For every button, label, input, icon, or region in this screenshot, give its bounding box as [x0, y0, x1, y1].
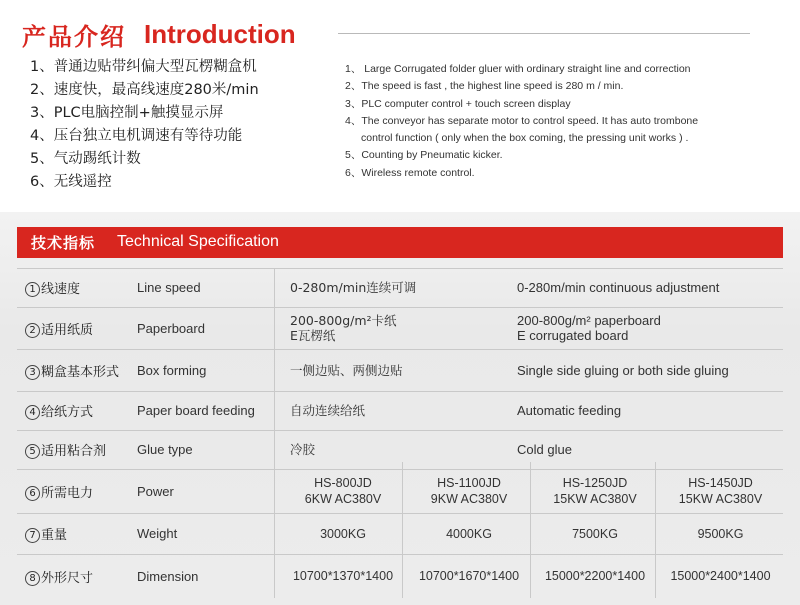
spec-table — [17, 268, 783, 598]
table-column-divider — [402, 462, 403, 598]
row-label-cn-text: 外形尺寸 — [41, 570, 94, 586]
circled-number: 6 — [25, 486, 40, 501]
weight-value: 7500KG — [572, 526, 618, 541]
row-value-line: E corrugated board — [517, 328, 629, 343]
row-label-cn-text: 适用粘合剂 — [41, 444, 107, 459]
row-label-cn — [25, 278, 137, 297]
model-name: HS-1450JD — [688, 476, 753, 490]
intro-heading — [22, 14, 296, 54]
intro-list-cn — [30, 56, 340, 194]
row-label-en: Line speed — [137, 280, 201, 295]
spec-row-line-speed — [17, 268, 783, 307]
table-rule — [17, 554, 783, 555]
spec-row-feeding — [17, 391, 783, 430]
circled-number: 8 — [25, 571, 40, 586]
row-value-en: Single side gluing or both side gluing — [517, 362, 729, 378]
dimension-value: 15000*2400*1400 — [670, 569, 771, 583]
intro-item-cn: 3、PLC电脑控制+触摸显示屏 — [30, 105, 224, 121]
table-rule — [17, 268, 783, 269]
model-name: HS-1100JD — [437, 476, 501, 490]
row-value-cn: 一侧边贴、两侧边贴 — [290, 362, 403, 378]
row-label-en: Box forming — [137, 362, 207, 378]
row-label-cn-text: 所需电力 — [41, 485, 94, 501]
row-value-line: E瓦楞纸 — [290, 328, 336, 343]
row-label-cn — [25, 401, 137, 420]
row-value-line: 200-800g/m²卡纸 — [290, 313, 397, 328]
intro-divider — [338, 33, 750, 34]
intro-title-cn: 产品介绍 — [22, 22, 126, 51]
model-power: 9KW AC380V — [430, 492, 508, 506]
row-value-en: Automatic feeding — [517, 403, 622, 418]
row-value-cn: 0-280m/min连续可调 — [290, 280, 417, 295]
circled-number: 7 — [25, 528, 40, 543]
row-value-cn — [290, 313, 500, 343]
table-rule — [17, 349, 783, 350]
row-label-cn — [25, 440, 137, 459]
row-label-cn — [25, 567, 137, 586]
spec-row-weight — [17, 513, 783, 554]
row-label-cn — [25, 482, 137, 501]
row-label-en: Paperboard — [137, 320, 205, 336]
row-label-en: Power — [137, 483, 174, 499]
row-label-cn-text: 适用纸质 — [41, 322, 94, 338]
spec-row-box-forming — [17, 349, 783, 391]
table-rule — [17, 513, 783, 514]
model-cell — [658, 475, 783, 507]
intro-item-en: 4、The conveyor has separate motor to control speed. It has auto trombone — [345, 114, 699, 127]
row-label-en: Paper board feeding — [137, 403, 255, 418]
table-column-divider — [655, 462, 656, 598]
table-rule — [17, 430, 783, 431]
circled-number: 3 — [25, 365, 40, 380]
row-label-cn-text: 给纸方式 — [41, 405, 94, 420]
dimension-value: 15000*2200*1400 — [544, 569, 646, 583]
dimension-value: 10700*1670*1400 — [418, 569, 520, 583]
row-label-en: Dimension — [137, 568, 199, 584]
table-rule — [17, 469, 783, 470]
row-value-cn: 自动连续给纸 — [290, 403, 366, 418]
row-label-cn-text: 糊盒基本形式 — [41, 364, 120, 380]
row-label-en: Weight — [137, 526, 178, 541]
intro-item-cn: 2、速度快，最高线速度280米/min — [30, 82, 259, 98]
model-power: 6KW AC380V — [304, 492, 382, 506]
circled-number: 4 — [25, 405, 40, 420]
intro-item-cn: 5、气动踢纸计数 — [30, 151, 141, 167]
spec-heading-underline — [17, 257, 783, 258]
weight-value: 4000KG — [446, 526, 492, 541]
table-column-divider — [530, 462, 531, 598]
row-value-en: Cold glue — [517, 442, 572, 457]
row-value-line: 200-800g/m² paperboard — [517, 313, 661, 328]
weight-value: 3000KG — [320, 526, 366, 541]
circled-number: 5 — [25, 444, 40, 459]
row-label-cn — [25, 319, 137, 338]
circled-number: 1 — [25, 282, 40, 297]
model-cell — [280, 475, 406, 507]
intro-item-cn: 4、压台独立电机调速有等待功能 — [30, 128, 243, 144]
intro-item-en: control function ( only when the box coming, the pressing unit works ) . — [361, 132, 689, 145]
intro-item-en: 5、Counting by Pneumatic kicker. — [345, 149, 503, 162]
model-name: HS-800JD — [314, 476, 372, 490]
weight-value: 9500KG — [697, 526, 744, 541]
model-power: 15KW AC380V — [553, 492, 637, 506]
table-rule — [17, 391, 783, 392]
model-name: HS-1250JD — [562, 476, 628, 490]
table-rule — [17, 307, 783, 308]
model-cell — [406, 475, 532, 507]
model-power: 15KW AC380V — [678, 492, 763, 506]
dimension-value: 10700*1370*1400 — [292, 569, 394, 583]
intro-item-cn: 1、普通边贴带纠偏大型瓦楞糊盒机 — [30, 59, 257, 75]
intro-item-cn: 6、无线遥控 — [30, 174, 112, 190]
spec-heading-bar — [17, 227, 783, 257]
row-label-cn — [25, 524, 137, 543]
circled-number: 2 — [25, 323, 40, 338]
row-value-en: 0-280m/min continuous adjustment — [517, 280, 720, 295]
table-column-divider — [274, 268, 275, 598]
intro-item-en: 1、 Large Corrugated folder gluer with ordinary straight line and correction — [345, 63, 691, 75]
spec-title-cn: 技术指标 — [31, 233, 96, 252]
row-value-cn: 冷胶 — [290, 442, 316, 457]
spec-row-power — [17, 469, 783, 513]
model-cell — [532, 475, 658, 507]
intro-list-en — [345, 61, 785, 182]
spec-row-dimension — [17, 554, 783, 598]
intro-title-en: Introduction — [144, 18, 296, 49]
row-label-cn — [25, 361, 137, 380]
intro-item-en: 2、The speed is fast , the highest line speed is 280 m / min. — [345, 80, 624, 93]
spec-row-paperboard — [17, 307, 783, 349]
intro-item-en: 3、PLC computer control + touch screen display — [345, 97, 571, 110]
intro-item-en: 6、Wireless remote control. — [345, 166, 475, 179]
spec-title-en: Technical Specification — [117, 233, 279, 250]
row-label-cn-text: 重量 — [41, 528, 68, 543]
row-label-cn-text: 线速度 — [41, 282, 81, 297]
spec-row-glue-type — [17, 430, 783, 469]
row-label-en: Glue type — [137, 442, 193, 457]
row-value-en — [517, 313, 787, 343]
